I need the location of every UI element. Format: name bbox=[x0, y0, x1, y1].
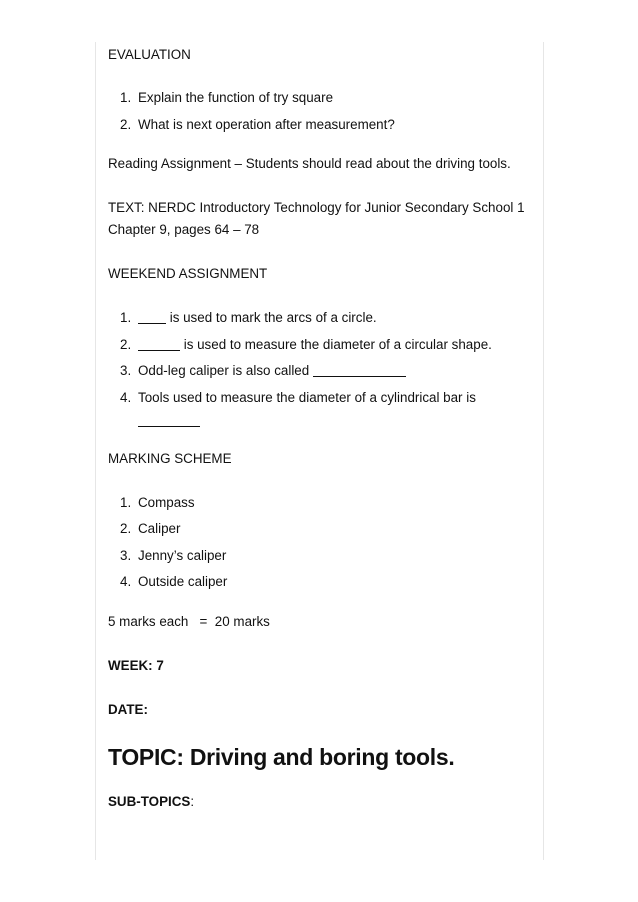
list-number: 2. bbox=[120, 117, 132, 132]
marking-scheme-heading: MARKING SCHEME bbox=[108, 451, 232, 466]
evaluation-heading: EVALUATION bbox=[108, 47, 191, 62]
question-text: is used to measure the diameter of a circular shape. bbox=[180, 337, 492, 352]
list-item bbox=[120, 114, 395, 136]
question-text: Odd-leg caliper is also called bbox=[138, 363, 313, 378]
question-text: What is next operation after measurement? bbox=[138, 117, 395, 132]
answer-blank-line bbox=[138, 410, 200, 432]
answer-text: Compass bbox=[138, 495, 195, 510]
right-margin-rule bbox=[543, 42, 544, 860]
subtopics-label-text: SUB-TOPICS bbox=[108, 794, 191, 809]
list-number: 2. bbox=[120, 337, 132, 352]
question-text: is used to mark the arcs of a circle. bbox=[166, 310, 377, 325]
list-item bbox=[120, 334, 492, 356]
answer-text: Outside caliper bbox=[138, 574, 228, 589]
left-margin-rule bbox=[95, 42, 96, 860]
answer-blank bbox=[138, 413, 200, 427]
list-item bbox=[120, 307, 377, 329]
question-text: Explain the function of try square bbox=[138, 90, 334, 105]
list-number: 2. bbox=[120, 521, 132, 536]
text-reference-line-1: TEXT: NERDC Introductory Technology for Junior Secondary School 1 bbox=[108, 200, 525, 215]
answer-text: Caliper bbox=[138, 521, 181, 536]
list-item bbox=[120, 571, 227, 593]
answer-blank bbox=[313, 363, 406, 377]
list-item bbox=[120, 492, 195, 514]
reading-assignment: Reading Assignment – Students should read about the driving tools. bbox=[108, 156, 511, 171]
list-number: 3. bbox=[120, 548, 132, 563]
answer-blank bbox=[138, 310, 166, 324]
list-number: 4. bbox=[120, 390, 132, 405]
date-label: DATE: bbox=[108, 702, 148, 717]
answer-text: Jenny’s caliper bbox=[138, 548, 227, 563]
list-number: 1. bbox=[120, 495, 132, 510]
marks-summary: 5 marks each = 20 marks bbox=[108, 614, 270, 629]
list-item bbox=[120, 360, 406, 382]
list-item bbox=[120, 387, 476, 409]
list-number: 1. bbox=[120, 310, 132, 325]
weekend-assignment-heading: WEEKEND ASSIGNMENT bbox=[108, 266, 268, 281]
list-number: 4. bbox=[120, 574, 132, 589]
answer-blank bbox=[138, 337, 180, 351]
list-item bbox=[120, 518, 180, 540]
subtopics-label bbox=[108, 791, 194, 813]
week-label: WEEK: 7 bbox=[108, 658, 164, 673]
list-number: 1. bbox=[120, 90, 132, 105]
topic-heading: TOPIC: Driving and boring tools. bbox=[108, 744, 455, 770]
list-item bbox=[120, 87, 333, 109]
list-number: 3. bbox=[120, 363, 132, 378]
subtopics-colon: : bbox=[190, 794, 195, 809]
list-item bbox=[120, 545, 226, 567]
text-reference-line-2: Chapter 9, pages 64 – 78 bbox=[108, 222, 260, 237]
question-text: Tools used to measure the diameter of a cylindrical bar is bbox=[138, 390, 476, 405]
